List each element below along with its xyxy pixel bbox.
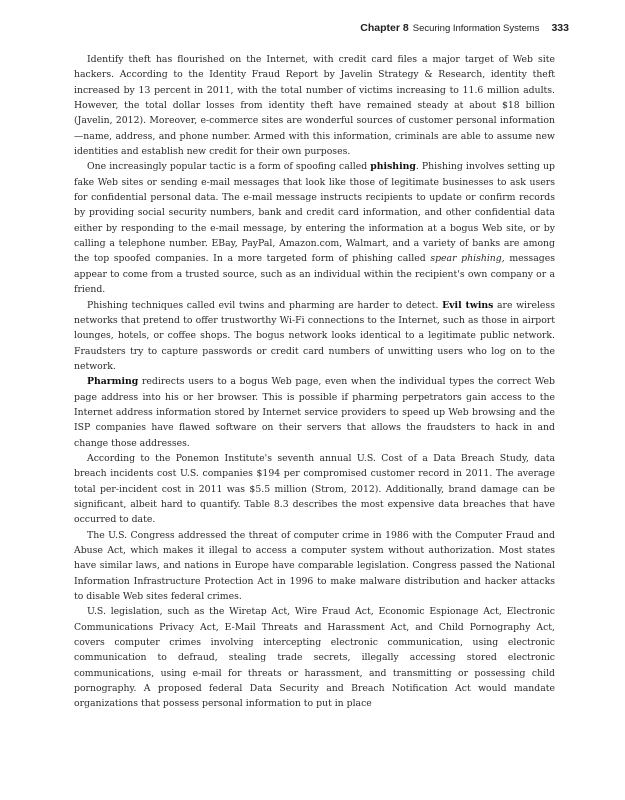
paragraph-evil-twins: Phishing techniques called evil twins and pharming are harder to detect. Evil twins are wireless networks that pretend to offer trustworthy Wi-Fi connections to the Internet, such as those in airport lounges, hotels, or coffee shops. The bogus network looks identical to a legitimate public network. Fraudsters try to capture passwords or credit card numbers of unwitting users who log on to the network. [74, 299, 555, 372]
paragraph-us-legislation: U.S. legislation, such as the Wiretap Act, Wire Fraud Act, Economic Espionage Act, Electronic Communications Privacy Act, E-Mail Threats and Harassment Act, and Child Pornography Act, covers computer crimes involving intercepting electronic communication, using electronic communication to defraud, stealing trade secrets, illegally accessing stored electronic communications, using e-mail for threats or harassment, and transmitting or possessing child pornography. A proposed federal Data Security and Breach Notification Act would mandate organizations that possess personal information to put in place [74, 606, 555, 710]
page-number: 333 [551, 22, 569, 34]
term-pharming: Pharming [87, 376, 139, 388]
paragraph-phishing: One increasingly popular tactic is a form of spoofing called phishing. Phishing involves setting up fake Web sites or sending e-mail messages that look like those of legitimate businesses to ask users for confidential personal data. The e-mail message instructs recipients to update or confirm records by providing social security numbers, bank and credit card information, and other confidential data either by responding to the e-mail message, by entering the information at a bogus Web site, or by calling a telephone number. EBay, PayPal, Amazon.com, Walmart, and a variety of banks are among the top spoofed companies. In a more targeted form of phishing called spear phishing, messages appear to come from a trusted source, such as an individual within the recipient's own company or a friend. [74, 161, 555, 296]
body-text [74, 52, 555, 712]
paragraph-pharming: Pharming redirects users to a bogus Web page, even when the individual types the correct Web page address into his or her browser. This is possible if pharming perpetrators gain access to the Internet address information stored by Internet service providers to speed up Web browsing and the ISP companies have flawed software on their servers that allows the fraudsters to hack in and change those addresses. [74, 376, 555, 449]
paragraph-data-breach-cost: According to the Ponemon Institute's seventh annual U.S. Cost of a Data Breach Study, data breach incidents cost U.S. companies $194 per compromised customer record in 2011. The average total per-incident cost in 2011 was $5.5 million (Strom, 2012). Additionally, brand damage can be significant, albeit hard to quantify. Table 8.3 describes the most expensive data breaches that have occurred to date. [74, 452, 555, 526]
term-spear-phishing: spear phishing, [430, 253, 505, 265]
paragraph-identity-theft: Identify theft has flourished on the Internet, with credit card files a major target of Web site hackers. According to the Identity Fraud Report by Javelin Strategy & Research, identity theft increased by 13 percent in 2011, with the total number of victims increasing to 11.6 million adults. However, the total dollar losses from identity theft have remained steady at about $18 billion (Javelin, 2012). Moreover, e-commerce sites are wonderful sources of customer personal information—name, address, and phone number. Armed with this information, criminals are able to assume new identities and establish new credit for their own purposes. [74, 54, 555, 158]
section-title: Securing Information Systems [412, 23, 540, 34]
chapter-label: Chapter 8 [360, 22, 409, 34]
paragraph-computer-fraud-act: The U.S. Congress addressed the threat of computer crime in 1986 with the Computer Fraud and Abuse Act, which makes it illegal to access a computer system without authorization. Most states have similar laws, and nations in Europe have comparable legislation. Congress passed the National Information Infrastructure Protection Act in 1996 to make malware distribution and hacker attacks to disable Web sites federal crimes. [74, 529, 555, 603]
running-header [360, 22, 569, 34]
term-phishing: phishing [370, 161, 416, 173]
term-evil-twins: Evil twins [442, 299, 494, 311]
